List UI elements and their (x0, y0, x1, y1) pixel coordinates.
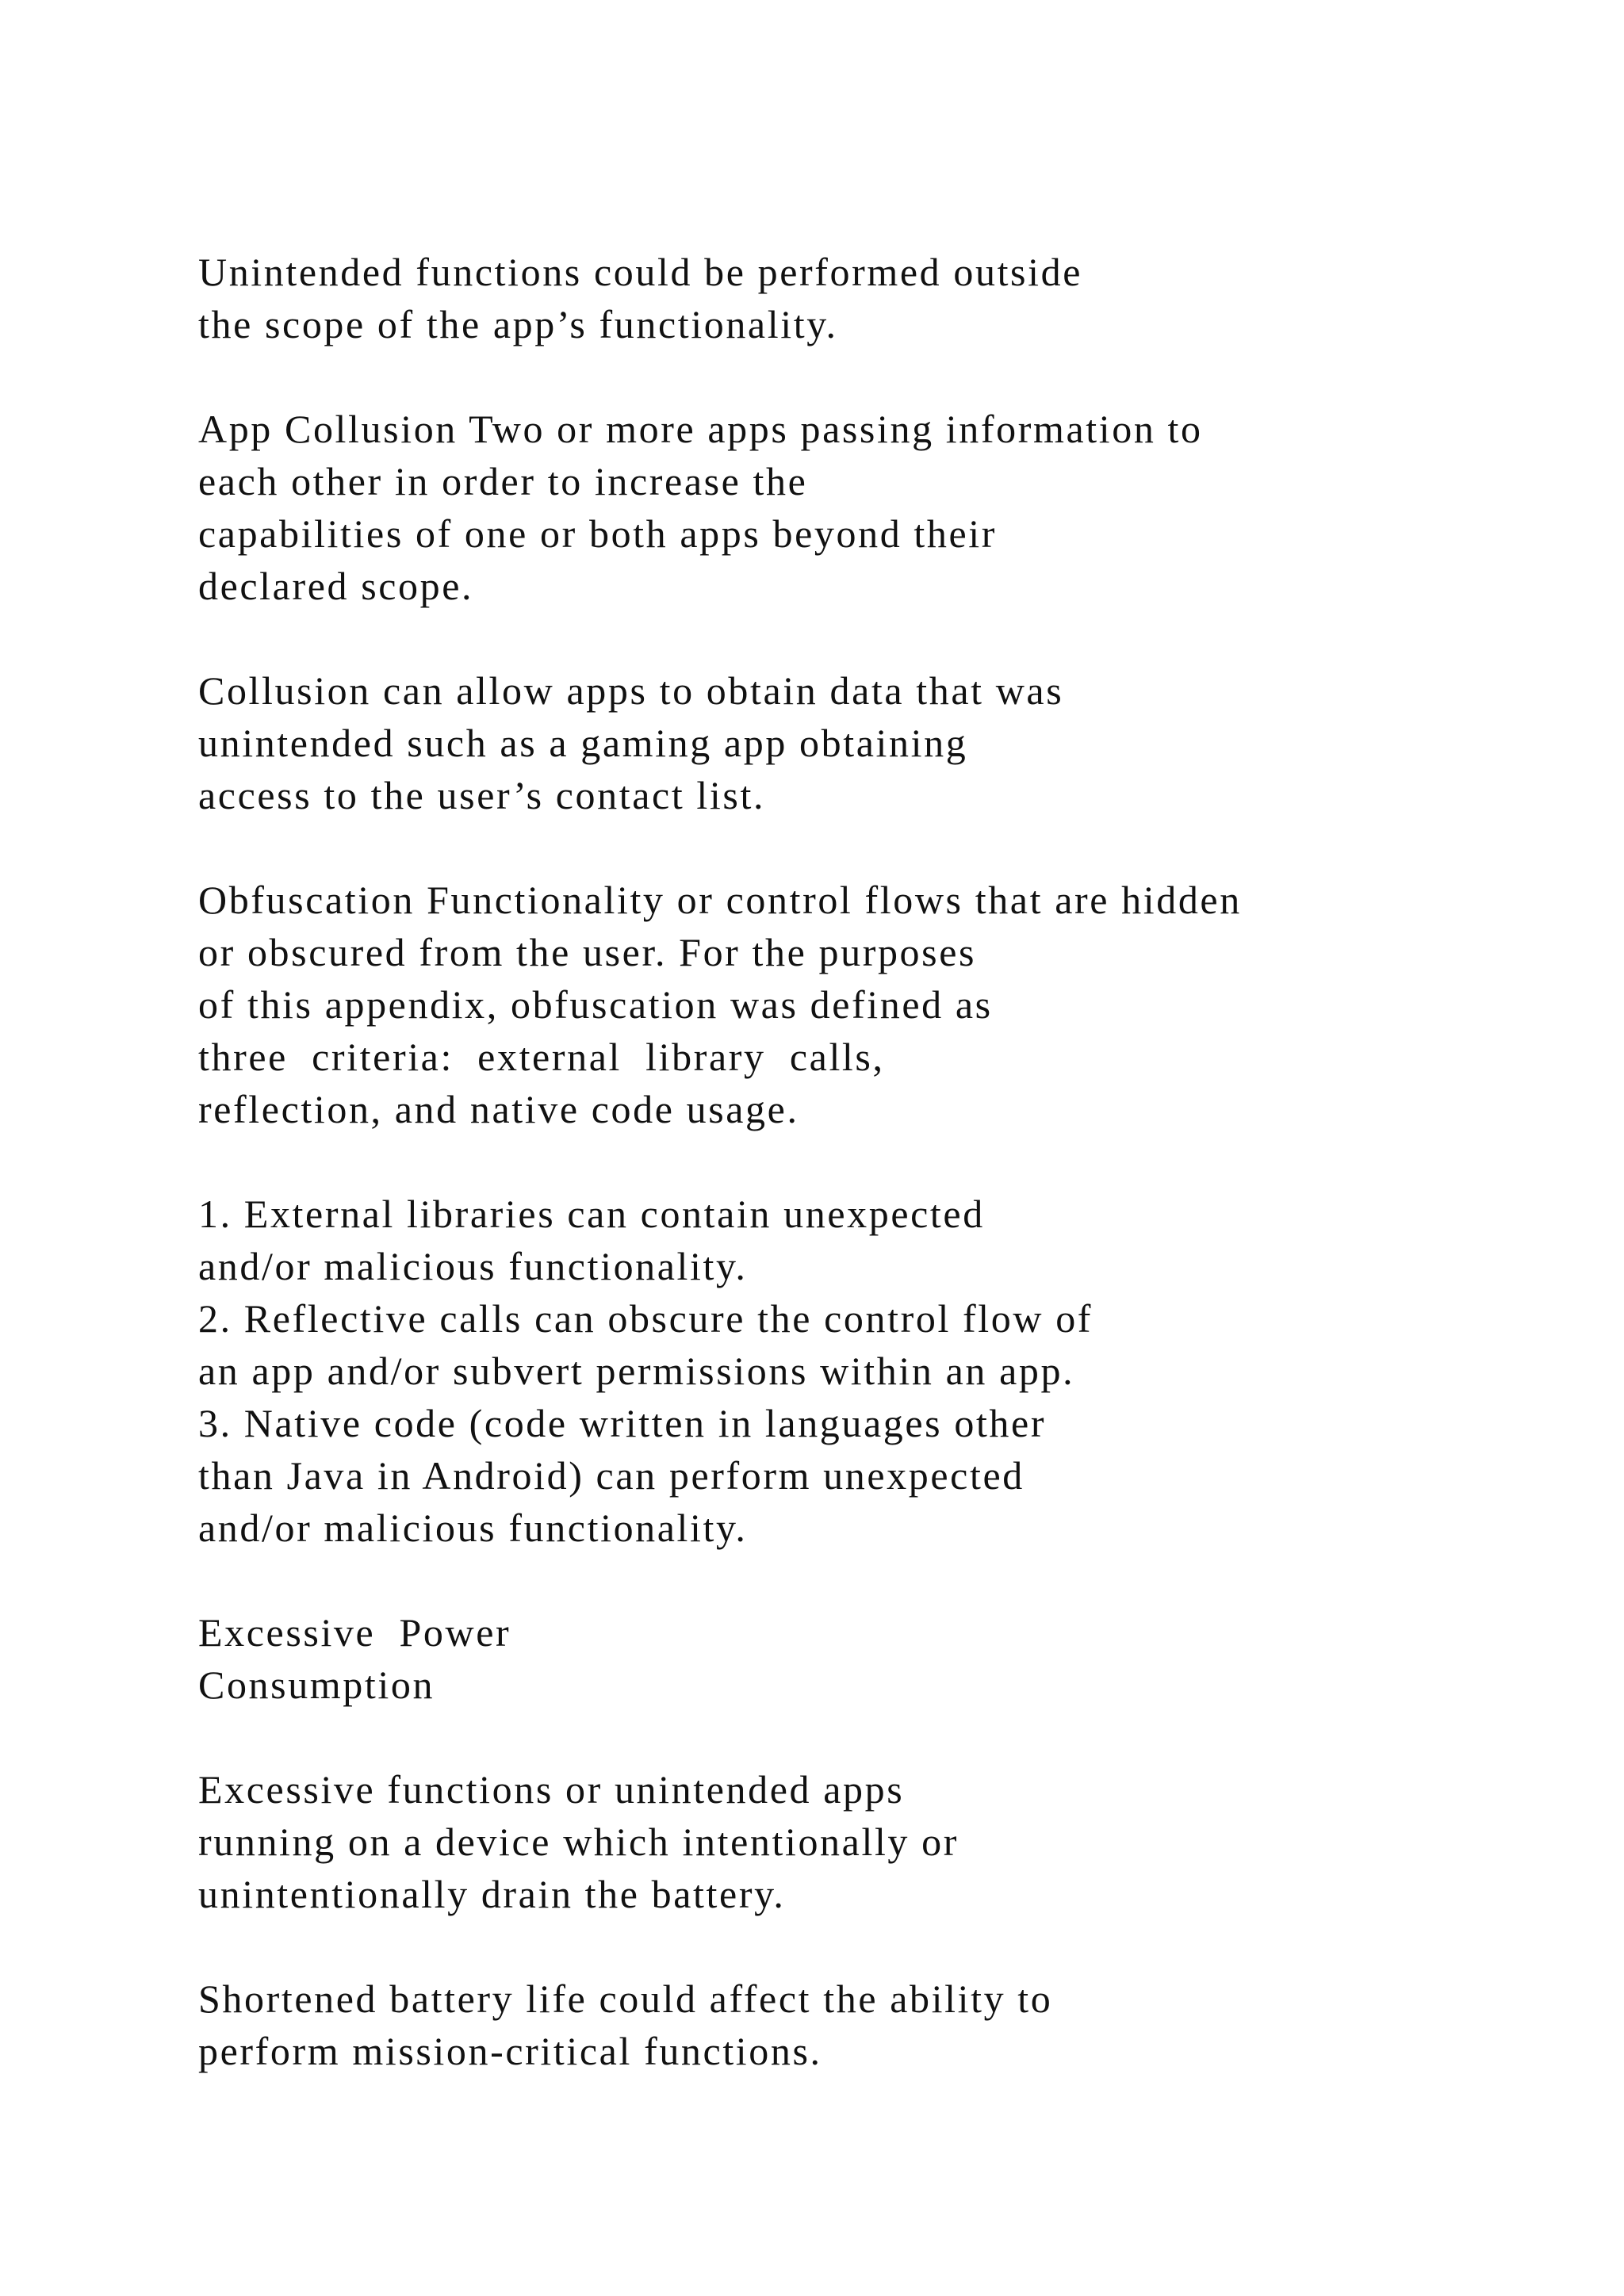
text-line: access to the user’s contact list. (198, 773, 766, 817)
text-line: each other in order to increase the (198, 459, 808, 503)
text-line: Collusion can allow apps to obtain data that was (198, 668, 1064, 713)
text-line: Excessive Power (198, 1610, 511, 1655)
text-line: unintended such as a gaming app obtaining (198, 721, 968, 765)
list-item-line: and/or malicious functionality. (198, 1506, 748, 1550)
text-line: Shortened battery life could affect the ability to (198, 1976, 1053, 2021)
text-line: Consumption (198, 1663, 435, 1707)
list-item-line: an app and/or subvert permissions within an app. (198, 1349, 1075, 1393)
text-line: App Collusion Two or more apps passing information to (198, 407, 1203, 451)
list-item-line: than Java in Android) can perform unexpected (198, 1453, 1025, 1498)
paragraph-excessive-power-heading (198, 1606, 1546, 1711)
document-body (198, 246, 1546, 2130)
paragraph-collusion-risk (198, 664, 1546, 821)
paragraph-battery-life (198, 1973, 1546, 2077)
paragraph-unintended-functions (198, 246, 1546, 350)
list-item-line: 2. Reflective calls can obscure the control flow of (198, 1296, 1094, 1341)
text-line: of this appendix, obfuscation was defined as (198, 982, 993, 1027)
text-line: reflection, and native code usage. (198, 1087, 799, 1131)
list-item-line: and/or malicious functionality. (198, 1244, 748, 1288)
paragraph-obfuscation (198, 874, 1546, 1135)
text-line: capabilities of one or both apps beyond their (198, 511, 998, 556)
text-line: unintentionally drain the battery. (198, 1872, 786, 1916)
list-item-line: 3. Native code (code written in languages other (198, 1401, 1047, 1445)
paragraph-obfuscation-list (198, 1188, 1546, 1554)
text-line: or obscured from the user. For the purposes (198, 930, 977, 974)
text-line: three criteria: external library calls, (198, 1035, 885, 1079)
paragraph-excessive-power (198, 1763, 1546, 1920)
text-line: Excessive functions or unintended apps (198, 1767, 905, 1812)
text-line: declared scope. (198, 564, 474, 608)
paragraph-app-collusion (198, 403, 1546, 612)
text-line: Obfuscation Functionality or control flows that are hidden (198, 878, 1242, 922)
text-line: the scope of the app’s functionality. (198, 302, 838, 346)
text-line: Unintended functions could be performed outside (198, 250, 1082, 294)
text-line: perform mission-critical functions. (198, 2029, 822, 2073)
text-line: running on a device which intentionally or (198, 1820, 959, 1864)
list-item-line: 1. External libraries can contain unexpected (198, 1192, 985, 1236)
